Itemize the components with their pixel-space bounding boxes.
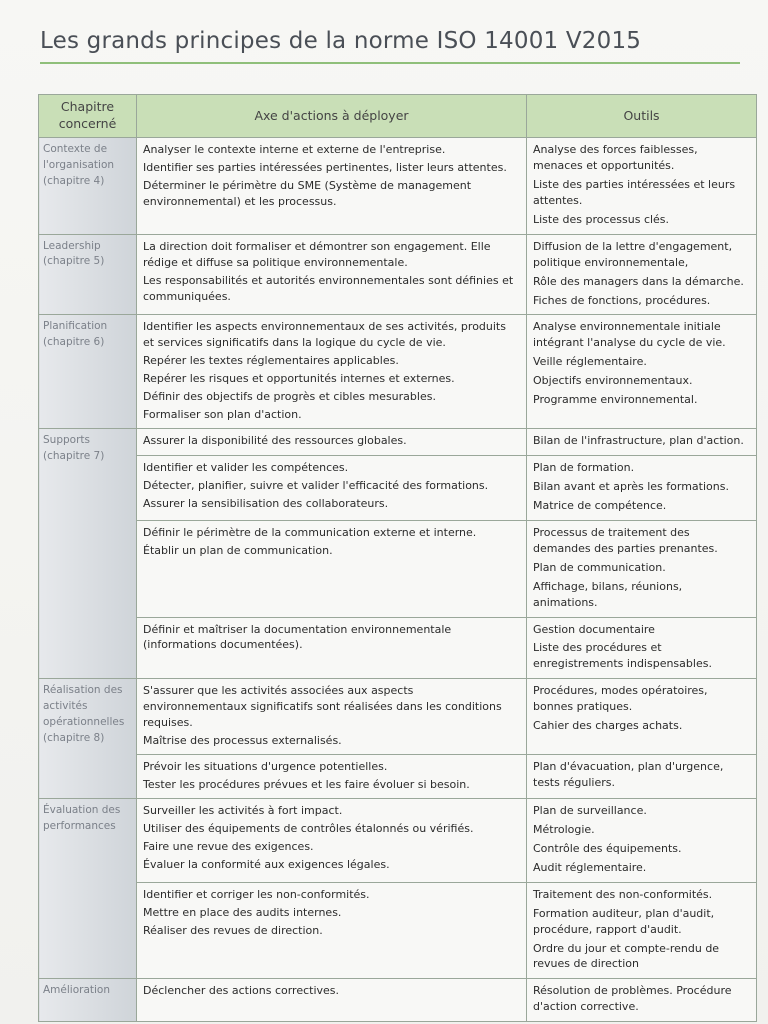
tool-item: Plan de surveillance. [533,803,647,817]
actions-cell [137,456,527,521]
action-item: Utiliser des équipements de contrôles étalonnés ou vérifiés. [143,821,474,835]
chapter-cell: Évaluation des performances [39,798,137,978]
chapter-cell: Contexte de l'organisation (chapitre 4) [39,138,137,235]
table-row [39,679,757,755]
tool-item: Liste des parties intéressées et leurs attentes. [533,177,736,207]
action-item: Identifier les aspects environnementaux de ses activités, produits et services significatifs dans la logique du cycle de vie. [143,320,506,350]
table-header-row [39,95,757,138]
table-body [39,138,757,1022]
tools-cell [527,234,757,315]
chapter-cell: Supports (chapitre 7) [39,429,137,679]
tool-item: Traitement des non-conformités. [533,887,713,901]
table-row [39,882,757,979]
action-item: Réaliser des revues de direction. [143,923,323,937]
tool-item: Rôle des managers dans la démarche. [533,274,744,288]
action-item: Analyser le contexte interne et externe de l'entreprise. [143,143,446,156]
table-row [39,456,757,521]
action-item: Repérer les textes réglementaires applicables. [143,354,399,368]
action-item: Déclencher des actions correctives. [143,984,340,998]
tool-item: Matrice de compétence. [533,498,667,512]
action-item: Déterminer le périmètre du SME (Système de management environnemental) et les processus. [143,178,472,208]
action-item: Surveiller les activités à fort impact. [143,803,343,817]
tool-item: Plan de formation. [533,461,635,474]
table-row [39,979,757,1022]
action-item: Identifier et valider les compétences. [143,461,349,474]
header-actions: Axe d'actions à déployer [137,95,527,138]
tool-item: Métrologie. [533,822,595,836]
chapter-cell: Amélioration [39,979,137,1022]
chapter-cell: Planification (chapitre 6) [39,315,137,429]
action-item: Identifier et corriger les non-conformités. [143,887,370,901]
action-item: Les responsabilités et autorités environnementales sont définies et communiquées. [143,273,514,303]
table-row [39,520,757,617]
tools-cell [527,138,757,235]
tool-item: Ordre du jour et compte-rendu de revues de direction [533,941,720,971]
tool-item: Liste des procédures et enregistrements indispensables. [533,641,712,671]
action-item: S'assurer que les activités associées aux aspects environnementaux significatifs sont réalisées dans les conditions requises. [143,684,502,730]
tools-cell [527,520,757,617]
action-item: Repérer les risques et opportunités internes et externes. [143,372,455,386]
tool-item: Liste des processus clés. [533,212,670,226]
tool-item: Diffusion de la lettre d'engagement, politique environnementale, [533,239,733,269]
action-item: Définir des objectifs de progrès et cibles mesurables. [143,390,436,404]
action-item: Définir le périmètre de la communication externe et interne. [143,525,477,539]
tool-item: Plan de communication. [533,560,666,574]
action-item: Détecter, planifier, suivre et valider l'efficacité des formations. [143,478,489,492]
action-item: Évaluer la conformité aux exigences légales. [143,857,390,871]
table-row [39,234,757,315]
header-tools: Outils [527,95,757,138]
actions-cell [137,882,527,979]
tools-cell [527,617,757,679]
actions-cell [137,979,527,1022]
actions-cell [137,429,527,456]
tools-cell [527,798,757,882]
tool-item: Contrôle des équipements. [533,841,682,855]
tool-item: Résolution de problèmes. Procédure d'action corrective. [533,984,732,1014]
tools-cell [527,315,757,429]
table-row [39,315,757,429]
tools-cell [527,882,757,979]
chapter-cell: Leadership (chapitre 5) [39,234,137,315]
tools-cell [527,755,757,799]
action-item: Assurer la disponibilité des ressources globales. [143,434,407,448]
action-item: Mettre en place des audits internes. [143,905,342,919]
tools-cell [527,429,757,456]
tools-cell [527,979,757,1022]
actions-cell [137,679,527,755]
action-item: Assurer la sensibilisation des collaborateurs. [143,496,389,510]
tools-cell [527,456,757,521]
tool-item: Veille réglementaire. [533,355,647,369]
tool-item: Formation auditeur, plan d'audit, procédure, rapport d'audit. [533,906,715,936]
actions-cell [137,138,527,235]
actions-cell [137,798,527,882]
action-item: Prévoir les situations d'urgence potentielles. [143,760,388,774]
tool-item: Analyse environnementale initiale intégrant l'analyse du cycle de vie. [533,320,726,350]
tool-item: Audit réglementaire. [533,860,647,874]
action-item: Formaliser son plan d'action. [143,408,302,422]
tool-item: Analyse des forces faiblesses, menaces et opportunités. [533,143,698,172]
header-chapter: Chapitre concerné [39,95,137,138]
action-item: La direction doit formaliser et démontrer son engagement. Elle rédige et diffuse sa politique environnementale. [143,239,491,269]
action-item: Faire une revue des exigences. [143,839,314,853]
table-row [39,755,757,799]
table-row [39,138,757,235]
actions-cell [137,755,527,799]
tool-item: Affichage, bilans, réunions, animations. [533,579,683,609]
action-item: Définir et maîtriser la documentation environnementale (informations documentées). [143,622,452,652]
actions-cell [137,520,527,617]
tool-item: Processus de traitement des demandes des parties prenantes. [533,525,718,555]
tool-item: Fiches de fonctions, procédures. [533,293,711,307]
action-item: Établir un plan de communication. [143,543,333,557]
tool-item: Procédures, modes opératoires, bonnes pratiques. [533,684,708,714]
table-row [39,798,757,882]
page-title: Les grands principes de la norme ISO 14001 V2015 [40,28,642,54]
tools-cell [527,679,757,755]
table-row [39,429,757,456]
table-row [39,617,757,679]
action-item: Tester les procédures prévues et les faire évoluer si besoin. [143,778,470,791]
chapter-cell: Réalisation des activités opérationnelles (chapitre 8) [39,679,137,799]
actions-cell [137,315,527,429]
action-item: Maîtrise des processus externalisés. [143,734,342,748]
actions-cell [137,617,527,679]
actions-cell [137,234,527,315]
tool-item: Cahier des charges achats. [533,719,683,733]
title-underline [40,62,740,64]
principles-table [38,94,757,1022]
tool-item: Programme environnemental. [533,393,698,407]
tool-item: Plan d'évacuation, plan d'urgence, tests réguliers. [533,760,724,789]
tool-item: Gestion documentaire [533,622,655,636]
tool-item: Objectifs environnementaux. [533,374,693,388]
action-item: Identifier ses parties intéressées pertinentes, lister leurs attentes. [143,160,507,174]
tool-item: Bilan de l'infrastructure, plan d'action. [533,434,744,448]
tool-item: Bilan avant et après les formations. [533,479,729,493]
